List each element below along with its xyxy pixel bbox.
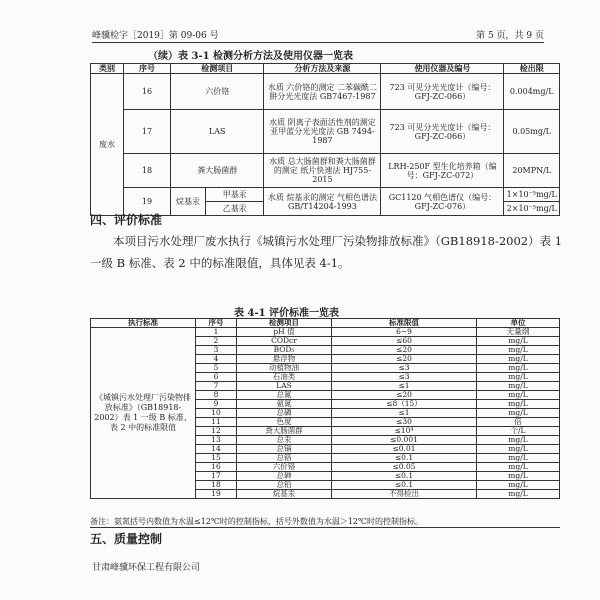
row-unit: 倍	[477, 418, 560, 427]
col-header: 分析方法及来源	[264, 64, 381, 74]
row-unit: mg/L	[477, 382, 560, 391]
row-item: BOD₅	[237, 346, 332, 355]
row-item: 总氮	[237, 391, 332, 400]
row-no: 19	[124, 188, 171, 216]
row-limit: ≤1	[332, 409, 477, 418]
table-row	[91, 328, 560, 337]
row-no: 9	[196, 400, 237, 409]
row-no: 16	[124, 74, 171, 110]
row-limit: ≤3	[332, 373, 477, 382]
row-no: 13	[196, 436, 237, 445]
row-item: 总砷	[237, 472, 332, 481]
row-item: 动植物油	[237, 364, 332, 373]
row-limit: ≤60	[332, 337, 477, 346]
page-footer	[92, 560, 544, 573]
col-header: 类别	[91, 64, 124, 74]
row-method: 水质 六价铬的测定 二苯碳酰二肼分光光度法 GB7467-1987	[264, 74, 381, 110]
row-item: 总汞	[237, 436, 332, 445]
row-instrument: 723 可见分光光度计（编号：GFJ-ZC-066）	[381, 74, 504, 110]
row-no: 11	[196, 418, 237, 427]
row-instrument: LRH-250F 型生化培养箱（编号：GFJ-ZC-072）	[381, 154, 504, 188]
col-header: 使用仪器及编号	[381, 64, 504, 74]
row-item: CODcr	[237, 337, 332, 346]
row-limit: 0.05mg/L	[504, 110, 560, 154]
table-header-row	[91, 64, 560, 74]
company-name: 甘肃峰骥环保工程有限公司	[92, 563, 201, 573]
col-header: 检出限	[504, 64, 560, 74]
row-unit: mg/L	[477, 337, 560, 346]
row-item: 六价铬	[171, 74, 264, 110]
row-item: 总镉	[237, 445, 332, 454]
row-method: 水质 总大肠菌群和粪大肠菌群的测定 纸片快速法 HJ755-2015	[264, 154, 381, 188]
row-item: 色度	[237, 418, 332, 427]
table-4-1	[90, 318, 560, 499]
row-item: LAS	[237, 382, 332, 391]
row-no: 19	[196, 490, 237, 499]
row-limit: ≤0.01	[332, 445, 477, 454]
row-item: LAS	[171, 110, 264, 154]
row-item: 总磷	[237, 409, 332, 418]
section-5-title: 五、质量控制	[90, 532, 163, 546]
row-no: 1	[196, 328, 237, 337]
row-unit: 无量纲	[477, 328, 560, 337]
row-unit: mg/L	[477, 346, 560, 355]
row-unit: mg/L	[477, 364, 560, 373]
row-no: 18	[124, 154, 171, 188]
row-no: 6	[196, 373, 237, 382]
row-limit: ≤0.001	[332, 436, 477, 445]
row-unit: mg/L	[477, 436, 560, 445]
table-header-row	[91, 319, 560, 328]
col-header: 检测项目	[171, 64, 264, 74]
row-no: 15	[196, 454, 237, 463]
row-limit: ≤20	[332, 355, 477, 364]
row-no: 16	[196, 463, 237, 472]
row-no: 5	[196, 364, 237, 373]
row-method: 水质 阴离子表面活性剂的测定 亚甲蓝分光光度法 GB 7494-1987	[264, 110, 381, 154]
row-instrument: GC1120 气相色谱仪（编号：GFJ-ZC-076）	[381, 188, 504, 216]
table-3-1-caption: （续）表 3-1 检测分析方法及使用仪器一览表	[148, 51, 354, 62]
row-limit: ≤0.1	[332, 472, 477, 481]
section-4-title: 四、评价标准	[90, 213, 163, 227]
table-row	[91, 154, 560, 188]
col-header: 检测项目	[237, 319, 332, 328]
row-method: 水质 烷基汞的测定 气相色谱法 GB/T14204-1993	[264, 188, 381, 216]
row-unit: mg/L	[477, 355, 560, 364]
row-unit: mg/L	[477, 472, 560, 481]
row-limit: 1×10⁻⁵mg/L	[504, 188, 560, 202]
row-unit: 个/L	[477, 427, 560, 436]
row-limit: ≤8（15）	[332, 400, 477, 409]
row-no: 14	[196, 445, 237, 454]
row-no: 12	[196, 427, 237, 436]
row-limit: ≤0.1	[332, 454, 477, 463]
row-item: 总铅	[237, 481, 332, 490]
row-no: 7	[196, 382, 237, 391]
row-unit: mg/L	[477, 445, 560, 454]
category-cell: 废水	[91, 74, 124, 216]
row-no: 17	[124, 110, 171, 154]
row-limit: ≤0.05	[332, 463, 477, 472]
row-limit: ≤0.1	[332, 481, 477, 490]
row-unit: mg/L	[477, 400, 560, 409]
table-row	[91, 188, 560, 202]
row-limit: 2×10⁻⁵mg/L	[504, 202, 560, 216]
page-info: 第 5 页，共 9 页	[476, 31, 544, 41]
row-no: 18	[196, 481, 237, 490]
standard-cell: 《城镇污水处理厂污染物排放标准》（GB18918-2002）表 1 一级 B 标准、表 2 中的标准限值	[91, 328, 196, 499]
row-limit: ≤1	[332, 382, 477, 391]
page-header	[92, 26, 544, 43]
row-no: 4	[196, 355, 237, 364]
row-limit: 20MPN/L	[504, 154, 560, 188]
row-item: 总铬	[237, 454, 332, 463]
row-limit: 6~9	[332, 328, 477, 337]
row-limit: ≤20	[332, 391, 477, 400]
row-unit: mg/L	[477, 481, 560, 490]
row-limit: ≤20	[332, 346, 477, 355]
row-unit: mg/L	[477, 373, 560, 382]
col-header: 标准限值	[332, 319, 477, 328]
row-no: 3	[196, 346, 237, 355]
col-header: 序号	[196, 319, 237, 328]
table-4-1-caption: 表 4-1 评价标准一览表	[234, 308, 340, 319]
col-header: 执行标准	[91, 319, 196, 328]
row-unit: mg/L	[477, 463, 560, 472]
doc-number: 峰骥检字［2019］第 09-06 号	[92, 31, 219, 41]
row-limit: ≤10⁴	[332, 427, 477, 436]
row-item: pH 值	[237, 328, 332, 337]
row-unit: mg/L	[477, 391, 560, 400]
table-3-1	[90, 63, 560, 216]
table-row	[91, 74, 560, 110]
row-item: 粪大肠菌群	[237, 427, 332, 436]
table-note: 备注：氨氮括号内数值为水温≤12℃时的控制指标，括号外数值为水温＞12℃时的控制指标。	[90, 516, 560, 528]
row-item: 烷基汞	[171, 188, 206, 216]
table-row	[91, 110, 560, 154]
row-subitem: 甲基汞	[206, 188, 264, 202]
col-header: 单位	[477, 319, 560, 328]
row-item: 氨氮	[237, 400, 332, 409]
row-unit: mg/L	[477, 490, 560, 499]
row-unit: mg/L	[477, 454, 560, 463]
row-instrument: 723 可见分光光度计（编号：GFJ-ZC-066）	[381, 110, 504, 154]
row-no: 8	[196, 391, 237, 400]
row-limit: ≤30	[332, 418, 477, 427]
row-item: 石油类	[237, 373, 332, 382]
row-limit: 不得检出	[332, 490, 477, 499]
row-no: 2	[196, 337, 237, 346]
section-4-paragraph: 本项目污水处理厂废水执行《城镇污水处理厂污染物排放标准》（GB18918-2002）表 1 一级 B 标准、表 2 中的标准限值，具体见表 4-1。	[90, 234, 563, 270]
row-no: 10	[196, 409, 237, 418]
row-item: 悬浮物	[237, 355, 332, 364]
row-no: 17	[196, 472, 237, 481]
row-subitem: 乙基汞	[206, 202, 264, 216]
col-header: 序号	[124, 64, 171, 74]
row-limit: ≤3	[332, 364, 477, 373]
row-unit: mg/L	[477, 409, 560, 418]
row-limit: 0.004mg/L	[504, 74, 560, 110]
row-item: 粪大肠菌群	[171, 154, 264, 188]
row-item: 六价铬	[237, 463, 332, 472]
row-item: 烷基汞	[237, 490, 332, 499]
